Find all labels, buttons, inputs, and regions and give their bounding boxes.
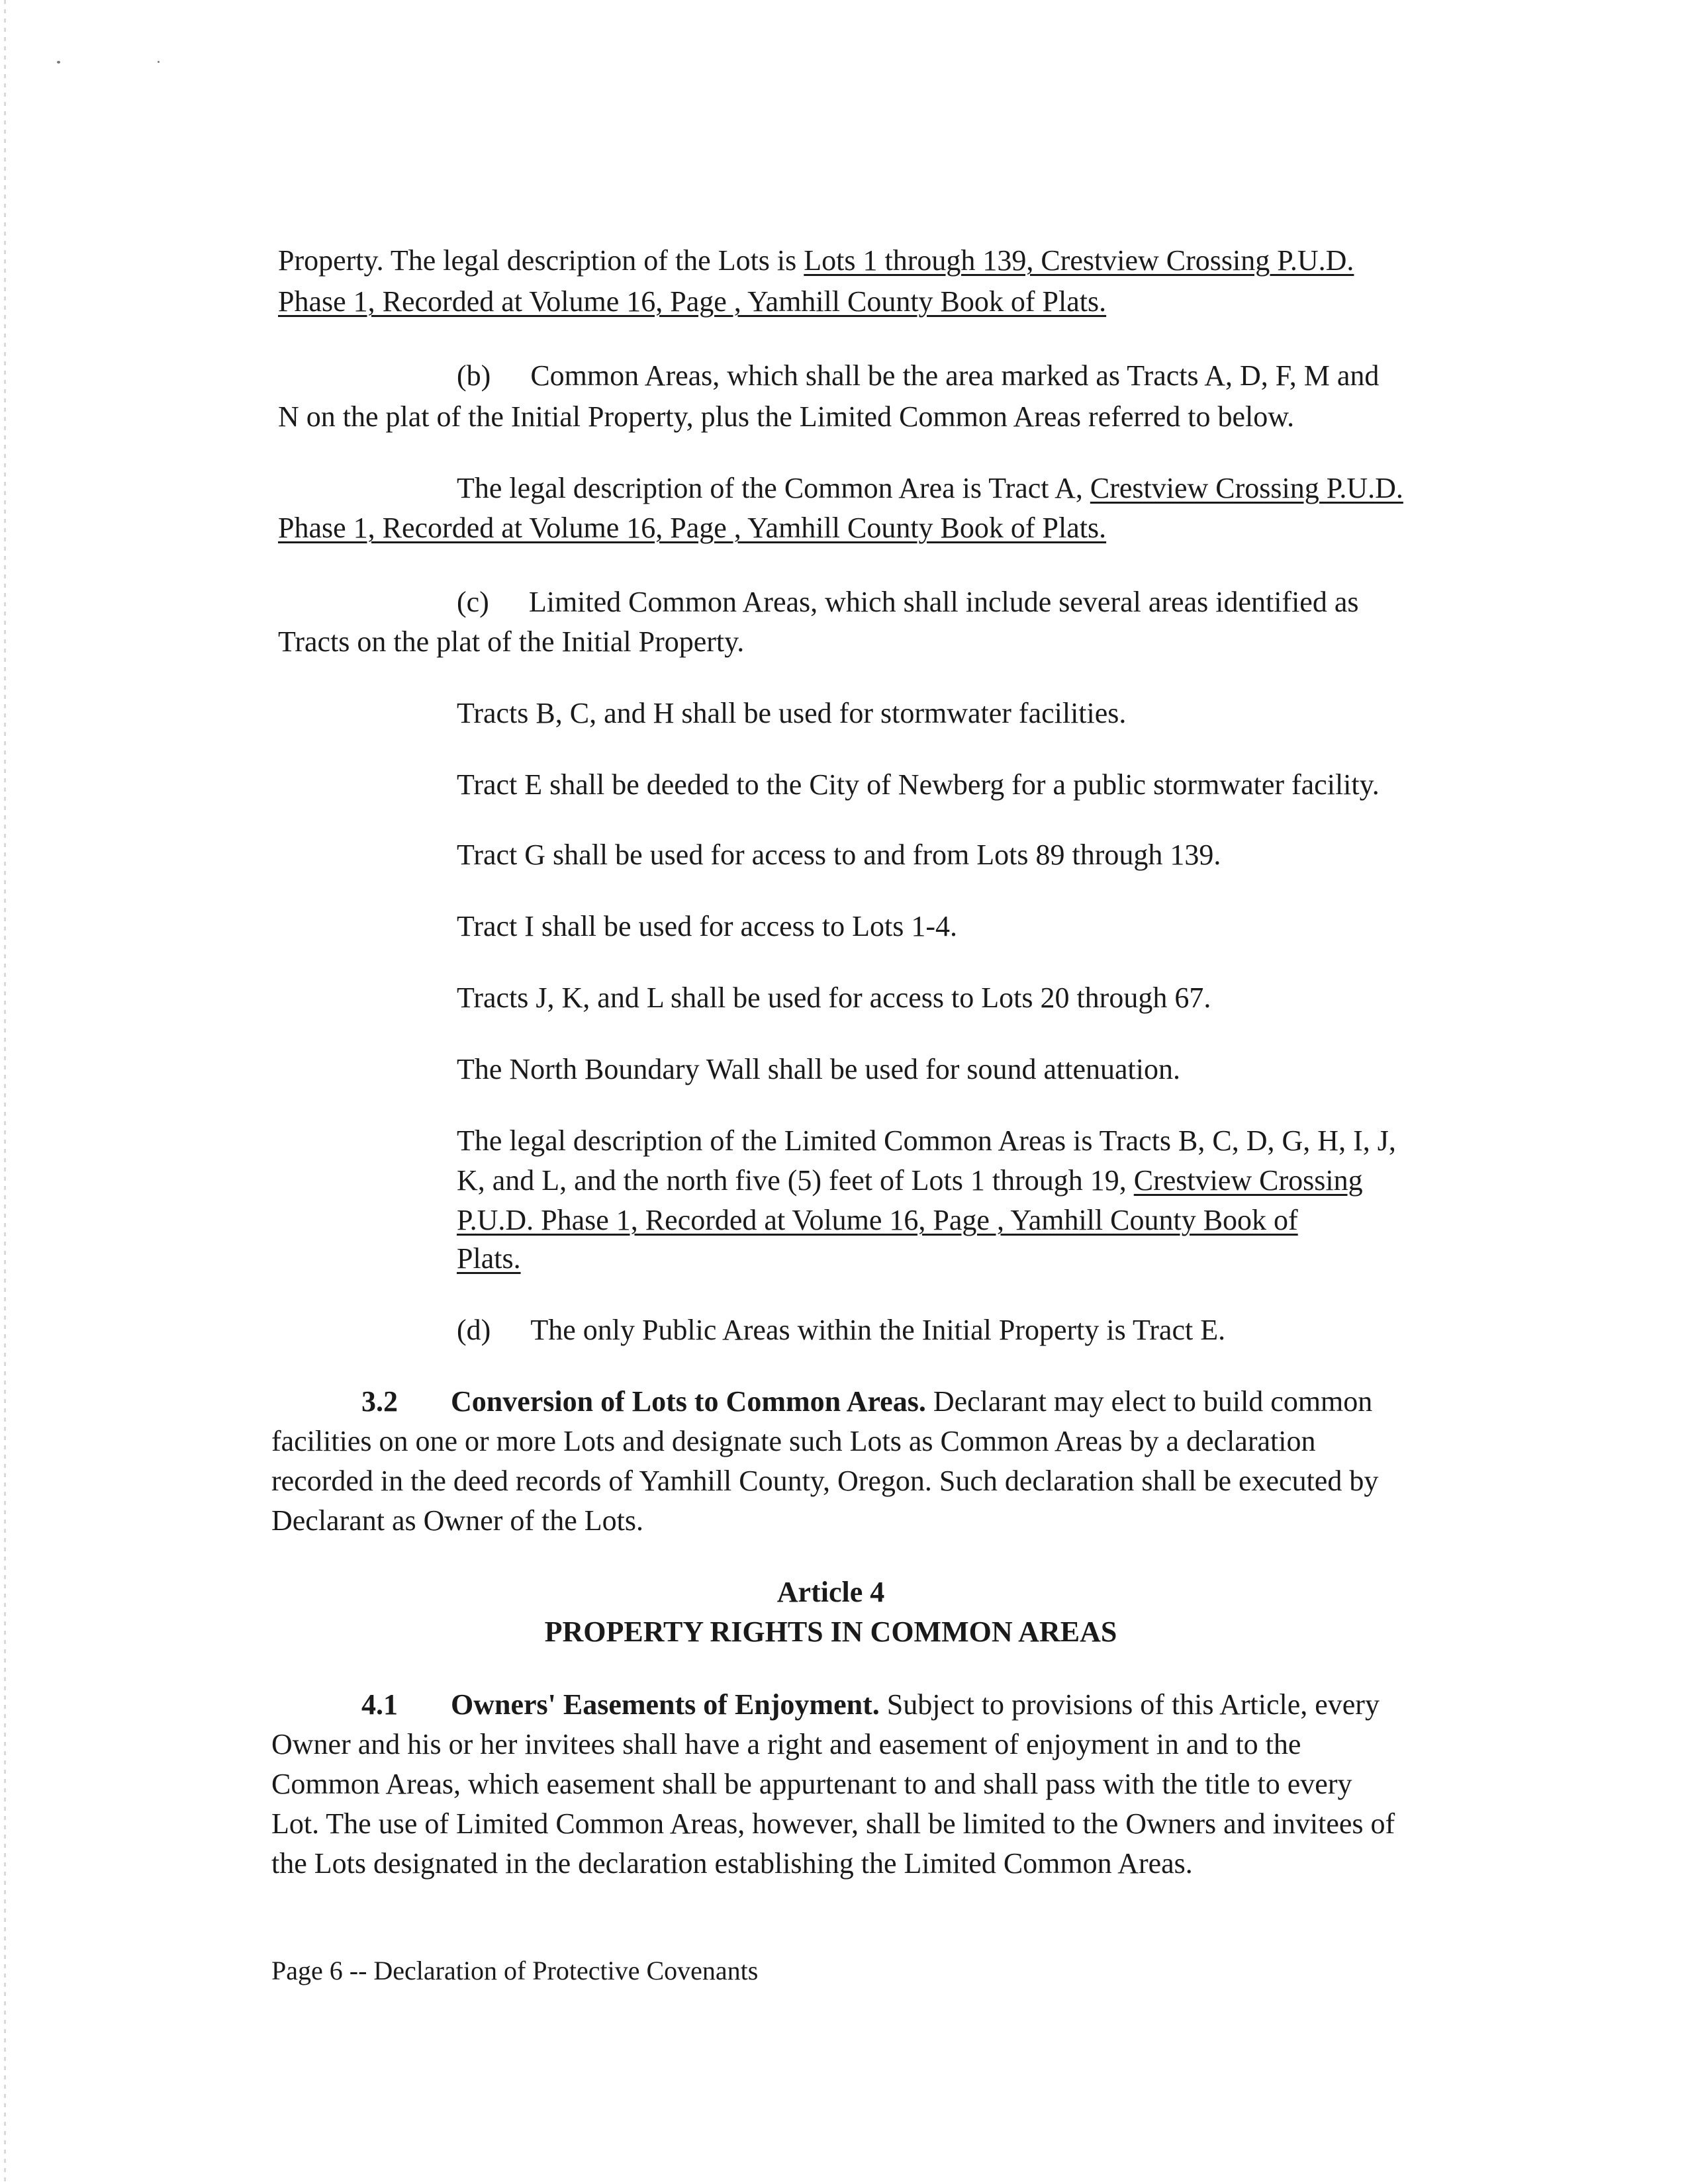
tract-line-text: Tracts B, C, and H shall be used for stormwater facilities. [457, 697, 1127, 729]
item-c-line-1 [457, 584, 1358, 621]
section-3-2-line-3 [271, 1463, 1378, 1500]
section-4-1-line-5 [271, 1845, 1193, 1882]
tract-line [457, 908, 957, 945]
common-area-legal-line-1 [457, 470, 1403, 507]
common-area-legal-underlined: Phase 1, Recorded at Volume 16, Page , Yamhill County Book of Plats. [278, 512, 1107, 544]
section-text: facilities on one or more Lots and designate such Lots as Common Areas by a declaration [271, 1425, 1316, 1457]
article-title [0, 1614, 1675, 1651]
limited-common-legal-line-1 [457, 1122, 1396, 1160]
section-heading: Owners' Easements of Enjoyment. [451, 1688, 880, 1721]
section-text: Common Areas, which easement shall be appurtenant to and shall pass with the title to every [271, 1768, 1352, 1800]
item-b-text: N on the plat of the Initial Property, plus the Limited Common Areas referred to below. [278, 400, 1295, 433]
article-number [0, 1574, 1675, 1611]
article-number-text: Article 4 [776, 1576, 885, 1608]
section-text: Declarant as Owner of the Lots. [271, 1504, 644, 1537]
section-number: 3.2 [361, 1385, 398, 1418]
tract-line [457, 837, 1221, 874]
limited-common-legal-line-2 [457, 1162, 1363, 1199]
section-3-2-line-1 [361, 1383, 1372, 1420]
section-4-1-line-3 [271, 1766, 1352, 1803]
limited-common-legal-line-3 [457, 1202, 1298, 1239]
item-c-line-2 [278, 623, 744, 660]
article-title-text: PROPERTY RIGHTS IN COMMON AREAS [544, 1615, 1117, 1648]
section-text: the Lots designated in the declaration establishing the Limited Common Areas. [271, 1847, 1193, 1880]
tract-line [457, 979, 1211, 1017]
section-text: Owner and his or her invitees shall have a right and easement of enjoyment in and to the [271, 1728, 1301, 1760]
tract-line [457, 1051, 1180, 1088]
scan-edge-artifact [4, 0, 6, 2184]
scan-speck [57, 61, 60, 64]
section-4-1-line-1 [361, 1686, 1380, 1723]
tract-line-text: The North Boundary Wall shall be used for sound attenuation. [457, 1053, 1180, 1085]
limited-common-legal-text: The legal description of the Limited Common Areas is Tracts B, C, D, G, H, I, J, [457, 1124, 1396, 1157]
section-3-2-line-2 [271, 1423, 1315, 1460]
item-b-line-2 [278, 398, 1294, 435]
lots-legal-text: Property. The legal description of the Lots is [278, 244, 804, 277]
tract-line-text: Tract G shall be used for access to and from Lots 89 through 139. [457, 839, 1221, 871]
section-text: Subject to provisions of this Article, every [879, 1688, 1380, 1721]
common-area-legal-line-2 [278, 510, 1106, 547]
limited-common-legal-underlined: P.U.D. Phase 1, Recorded at Volume 16, Page , Yamhill County Book of [457, 1204, 1298, 1236]
tract-line-text: Tract E shall be deeded to the City of Newberg for a public stormwater facility. [457, 768, 1380, 801]
limited-common-legal-underlined: Plats. [457, 1242, 521, 1275]
item-c-text: Tracts on the plat of the Initial Property. [278, 625, 745, 658]
lots-legal-underlined: Lots 1 through 139, Crestview Crossing P.U.D. [804, 244, 1354, 277]
item-d-line [457, 1312, 1225, 1349]
tract-line-text: Tract I shall be used for access to Lots 1-4. [457, 910, 957, 942]
section-heading: Conversion of Lots to Common Areas. [451, 1385, 926, 1418]
section-4-1-line-2 [271, 1726, 1301, 1763]
section-number: 4.1 [361, 1688, 398, 1721]
tract-line [457, 695, 1126, 732]
lots-legal-line-1 [278, 242, 1354, 279]
section-4-1-line-4 [271, 1805, 1395, 1843]
item-b-label: (b) [457, 359, 491, 392]
tract-line-text: Tracts J, K, and L shall be used for access to Lots 20 through 67. [457, 981, 1211, 1014]
scan-speck [158, 61, 160, 63]
limited-common-legal-line-4 [457, 1240, 521, 1277]
item-d-label: (d) [457, 1314, 491, 1346]
page-footer-text: Page 6 -- Declaration of Protective Covenants [271, 1956, 759, 1985]
item-b-text: Common Areas, which shall be the area marked as Tracts A, D, F, M and [530, 359, 1380, 392]
section-3-2-line-4 [271, 1502, 643, 1539]
section-text: recorded in the deed records of Yamhill County, Oregon. Such declaration shall be executed by [271, 1465, 1379, 1497]
common-area-legal-text: The legal description of the Common Area is Tract A, [457, 472, 1090, 504]
section-text: Lot. The use of Limited Common Areas, however, shall be limited to the Owners and invitees of [271, 1807, 1395, 1840]
item-b-line-1 [457, 357, 1379, 394]
common-area-legal-underlined: Crestview Crossing P.U.D. [1090, 472, 1403, 504]
item-c-text: Limited Common Areas, which shall include several areas identified as [528, 586, 1359, 618]
limited-common-legal-text: K, and L, and the north five (5) feet of Lots 1 through 19, [457, 1164, 1134, 1197]
limited-common-legal-underlined: Crestview Crossing [1133, 1164, 1363, 1197]
page-footer [271, 1952, 758, 1989]
lots-legal-underlined: Phase 1, Recorded at Volume 16, Page , Yamhill County Book of Plats. [278, 285, 1107, 318]
item-c-label: (c) [457, 586, 489, 618]
item-d-text: The only Public Areas within the Initial Property is Tract E. [530, 1314, 1226, 1346]
lots-legal-line-2 [278, 283, 1106, 320]
section-text: Declarant may elect to build common [925, 1385, 1373, 1418]
tract-line [457, 766, 1380, 803]
